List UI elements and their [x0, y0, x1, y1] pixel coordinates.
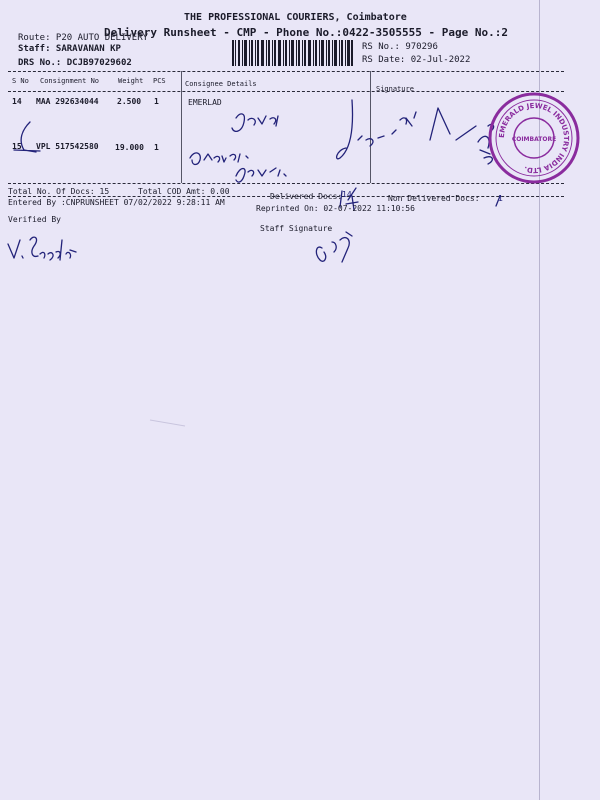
route-label: Route: P20 AUTO DELIVERY: [18, 33, 149, 43]
delivered-docs-label: Delivered Docs:: [270, 192, 343, 201]
col-header-weight: Weight: [118, 77, 144, 85]
row-pcs: 1: [154, 97, 159, 106]
staff-label: Staff: SARAVANAN KP: [18, 44, 121, 54]
total-cod: Total COD Amt: 0.00: [138, 187, 230, 196]
row-weight: 2.500: [117, 97, 142, 106]
drs-number: DRS No.: DCJB97029602: [18, 58, 132, 68]
staff-signature-label: Staff Signature: [260, 224, 333, 233]
entered-by: Entered By :CNPRUNSHEET 07/02/2022 9:28:11 AM: [8, 198, 225, 207]
company-title: THE PROFESSIONAL COURIERS, Coimbatore: [184, 12, 407, 23]
row-pcs: 1: [154, 143, 159, 152]
col-header-sno: S No: [12, 77, 29, 85]
col-header-pcs: PCS: [153, 77, 166, 85]
row-consignment: VPL 517542580: [36, 142, 99, 151]
non-delivered-docs-label: Non Delivered Docs:: [388, 194, 480, 203]
col-header-signature: Signature: [376, 85, 414, 93]
non-delivered-docs-value: 1: [498, 194, 503, 203]
col-header-consignment: Consignment No: [40, 77, 100, 85]
total-docs: Total No. Of Docs: 15: [8, 187, 110, 196]
col-header-consignee: Consignee Details: [185, 80, 257, 88]
rs-number: RS No.: 970296: [362, 42, 438, 52]
row-consignment: MAA 292634044: [36, 97, 99, 106]
delivered-docs-value: 14: [342, 190, 352, 199]
row-sno: 15: [12, 142, 22, 151]
stamp-center-text: COIMBATORE: [511, 136, 557, 143]
verified-by-label: Verified By: [8, 215, 61, 224]
row-sno: 14: [12, 97, 22, 106]
reprinted-on: Reprinted On: 02-07-2022 11:10:56: [256, 204, 415, 213]
row-weight: 19.000: [115, 143, 144, 152]
rs-date: RS Date: 02-Jul-2022: [362, 55, 471, 65]
stamp-ring-text: EMERALD JEWEL INDUSTRY INDIA LTD.: [497, 101, 571, 175]
runsheet-title: Delivery Runsheet - CMP - Phone No.:0422-3505555 - Page No.:2: [104, 26, 508, 39]
row-consignee: EMERLAD: [188, 98, 222, 107]
